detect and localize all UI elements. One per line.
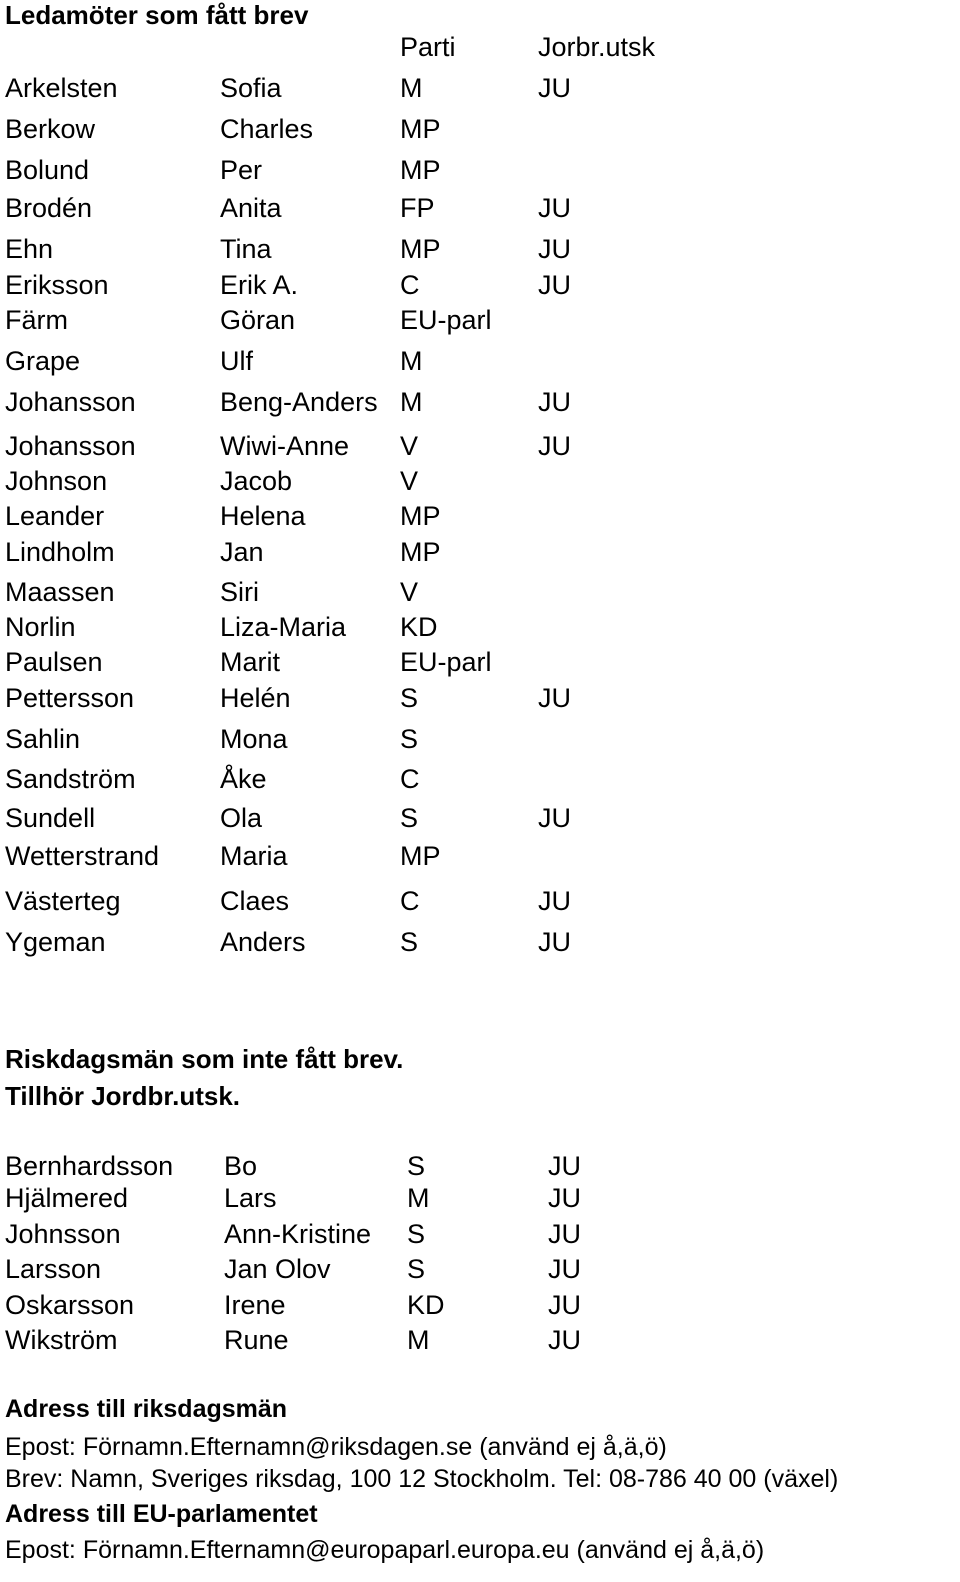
last-name-cell: Bernhardsson: [5, 1151, 174, 1181]
table-row: [0, 112, 960, 146]
table-row: [0, 645, 960, 679]
party-cell: MP: [400, 234, 441, 264]
party-cell: S: [400, 803, 419, 833]
first-name-cell: Bo: [224, 1151, 258, 1181]
first-name-cell: Helena: [220, 501, 306, 531]
last-name-cell: Västerteg: [5, 886, 121, 916]
table-row: [0, 1217, 960, 1251]
section2-title-line1: Riskdagsmän som inte fått brev.: [5, 1044, 404, 1074]
first-name-cell: Charles: [220, 114, 314, 144]
first-name-cell: Sofia: [220, 73, 282, 103]
last-name-cell: Arkelsten: [5, 73, 118, 103]
last-name-cell: Johnsson: [5, 1219, 121, 1249]
table-row: [0, 1181, 960, 1215]
party-cell: MP: [400, 841, 441, 871]
last-name-cell: Wetterstrand: [5, 841, 160, 871]
first-name-cell: Ulf: [220, 346, 253, 376]
last-name-cell: Leander: [5, 501, 105, 531]
committee-cell: JU: [538, 193, 571, 223]
last-name-cell: Lindholm: [5, 537, 115, 567]
last-name-cell: Färm: [5, 305, 68, 335]
first-name-cell: Anders: [220, 927, 306, 957]
party-cell: M: [407, 1325, 430, 1355]
first-name-cell: Claes: [220, 886, 290, 916]
table-row: [0, 884, 960, 918]
table-row: [0, 303, 960, 337]
first-name-cell: Lars: [224, 1183, 277, 1213]
table-row: [0, 722, 960, 756]
table-row: [0, 535, 960, 569]
party-cell: M: [400, 346, 423, 376]
table-row: [0, 925, 960, 959]
committee-cell: JU: [538, 683, 571, 713]
last-name-cell: Brodén: [5, 193, 93, 223]
committee-cell: JU: [548, 1254, 581, 1284]
party-cell: S: [400, 927, 419, 957]
table-row: [0, 385, 960, 419]
section1-column-headers: [0, 30, 960, 64]
first-name-cell: Liza-Maria: [220, 612, 347, 642]
last-name-cell: Grape: [5, 346, 81, 376]
committee-cell: JU: [548, 1325, 581, 1355]
committee-cell: JU: [538, 803, 571, 833]
first-name-cell: Jan Olov: [224, 1254, 331, 1284]
party-cell: M: [400, 387, 423, 417]
party-cell: MP: [400, 155, 441, 185]
party-cell: C: [400, 764, 420, 794]
last-name-cell: Ehn: [5, 234, 54, 264]
committee-cell: JU: [538, 270, 571, 300]
committee-cell: JU: [548, 1290, 581, 1320]
last-name-cell: Wikström: [5, 1325, 118, 1355]
last-name-cell: Sandström: [5, 764, 136, 794]
first-name-cell: Siri: [220, 577, 259, 607]
party-cell: EU-parl: [400, 305, 492, 335]
party-cell: V: [400, 577, 419, 607]
table-row: [0, 681, 960, 715]
eu-address-heading: Adress till EU-parlamentet: [5, 1500, 318, 1528]
first-name-cell: Ann-Kristine: [224, 1219, 372, 1249]
first-name-cell: Erik A.: [220, 270, 299, 300]
party-cell: V: [400, 466, 419, 496]
last-name-cell: Pettersson: [5, 683, 135, 713]
first-name-cell: Rune: [224, 1325, 289, 1355]
table-row: [0, 232, 960, 266]
first-name-cell: Wiwi-Anne: [220, 431, 350, 461]
first-name-cell: Maria: [220, 841, 288, 871]
party-cell: MP: [400, 501, 441, 531]
party-cell: MP: [400, 537, 441, 567]
party-cell: EU-parl: [400, 647, 492, 677]
section2-title-line2: Tillhör Jordbr.utsk.: [5, 1081, 241, 1111]
committee-cell: JU: [538, 431, 571, 461]
table-row: [0, 344, 960, 378]
last-name-cell: Eriksson: [5, 270, 109, 300]
column-header-party: Parti: [400, 32, 456, 62]
riksdag-email-line: Epost: Förnamn.Efternamn@riksdagen.se (använd ej å,ä,ö): [5, 1433, 667, 1461]
last-name-cell: Paulsen: [5, 647, 103, 677]
table-row: [0, 762, 960, 796]
committee-cell: JU: [538, 73, 571, 103]
last-name-cell: Larsson: [5, 1254, 102, 1284]
first-name-cell: Åke: [220, 764, 267, 794]
table-row: [0, 153, 960, 187]
first-name-cell: Mona: [220, 724, 288, 754]
first-name-cell: Anita: [220, 193, 282, 223]
riksdag-mail-line: Brev: Namn, Sveriges riksdag, 100 12 Stockholm. Tel: 08-786 40 00 (växel): [5, 1465, 839, 1493]
last-name-cell: Hjälmered: [5, 1183, 129, 1213]
party-cell: C: [400, 270, 420, 300]
table-row: [0, 191, 960, 225]
committee-cell: JU: [538, 886, 571, 916]
last-name-cell: Ygeman: [5, 927, 106, 957]
committee-cell: JU: [548, 1219, 581, 1249]
first-name-cell: Jan: [220, 537, 264, 567]
table-row: [0, 575, 960, 609]
party-cell: S: [400, 724, 419, 754]
party-cell: S: [407, 1219, 426, 1249]
last-name-cell: Sahlin: [5, 724, 81, 754]
table-row: [0, 1323, 960, 1357]
table-row: [0, 464, 960, 498]
party-cell: S: [400, 683, 419, 713]
column-header-committee: Jorbr.utsk: [538, 32, 656, 62]
first-name-cell: Beng-Anders: [220, 387, 378, 417]
party-cell: M: [400, 73, 423, 103]
party-cell: KD: [407, 1290, 445, 1320]
last-name-cell: Oskarsson: [5, 1290, 135, 1320]
table-row: [0, 1288, 960, 1322]
last-name-cell: Bolund: [5, 155, 90, 185]
riksdag-address-heading: Adress till riksdagsmän: [5, 1395, 288, 1423]
last-name-cell: Maassen: [5, 577, 115, 607]
last-name-cell: Norlin: [5, 612, 76, 642]
first-name-cell: Per: [220, 155, 263, 185]
party-cell: M: [407, 1183, 430, 1213]
party-cell: KD: [400, 612, 438, 642]
first-name-cell: Helén: [220, 683, 291, 713]
table-row: [0, 801, 960, 835]
first-name-cell: Göran: [220, 305, 296, 335]
party-cell: FP: [400, 193, 435, 223]
committee-cell: JU: [548, 1151, 581, 1181]
party-cell: C: [400, 886, 420, 916]
table-row: [0, 268, 960, 302]
first-name-cell: Tina: [220, 234, 272, 264]
committee-cell: JU: [538, 927, 571, 957]
last-name-cell: Johnson: [5, 466, 108, 496]
table-row: [0, 610, 960, 644]
first-name-cell: Jacob: [220, 466, 293, 496]
last-name-cell: Johansson: [5, 387, 136, 417]
party-cell: MP: [400, 114, 441, 144]
committee-cell: JU: [538, 234, 571, 264]
committee-cell: JU: [538, 387, 571, 417]
last-name-cell: Berkow: [5, 114, 96, 144]
last-name-cell: Johansson: [5, 431, 136, 461]
party-cell: S: [407, 1151, 426, 1181]
first-name-cell: Marit: [220, 647, 280, 677]
table-row: [0, 1252, 960, 1286]
first-name-cell: Ola: [220, 803, 263, 833]
party-cell: V: [400, 431, 419, 461]
table-row: [0, 839, 960, 873]
eu-email-line: Epost: Förnamn.Efternamn@europaparl.europa.eu (använd ej å,ä,ö): [5, 1536, 765, 1564]
table-row: [0, 1149, 960, 1183]
section1-title: Ledamöter som fått brev: [5, 0, 309, 30]
committee-cell: JU: [548, 1183, 581, 1213]
table-row: [0, 71, 960, 105]
last-name-cell: Sundell: [5, 803, 96, 833]
table-row: [0, 499, 960, 533]
table-row: [0, 429, 960, 463]
party-cell: S: [407, 1254, 426, 1284]
first-name-cell: Irene: [224, 1290, 286, 1320]
